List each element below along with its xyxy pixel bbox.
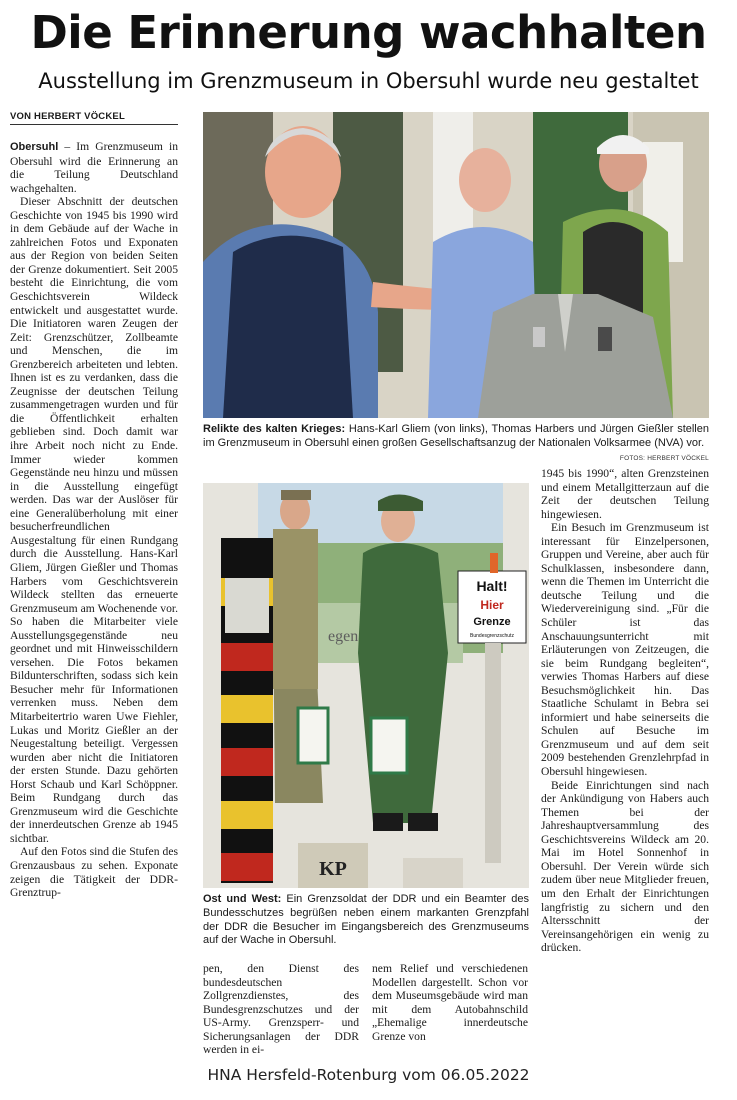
- photo2-caption: [203, 893, 529, 948]
- halt-sign: [458, 571, 526, 643]
- photo1-caption: [203, 423, 709, 451]
- subheadline: Ausstellung im Grenzmuseum in Obersuhl wurde neu gestaltet: [38, 69, 699, 93]
- article-column-2: [203, 962, 359, 1057]
- article-column-3: [372, 962, 528, 1043]
- photo-museum-team: [203, 112, 709, 418]
- article-paragraph: Beide Einrichtungen sind nach der Ankündigung von Habers auch Themen bei der Jahreshauptversammlung des Geschichtsvereins Wildeck am 20. Mai im Hotel Sonnenhof in Obersuhl. Der Verein würde sich zudem über neue Mitglieder freuen, um den Erhalt der Einrichtungen langfristig zu sichern und den Altersschnitt der Vereinsangehörigen ein wenig zu drücken.: [541, 778, 709, 955]
- article-paragraph: Auf den Fotos sind die Stufen des Grenzausbaus zu sehen. Exponate zeigen die Tätigkeit der DDR-Grenztrup-: [10, 845, 178, 900]
- sign-line-3: Grenze: [473, 616, 511, 628]
- article-paragraph: 1945 bis 1990“, alten Grenzsteinen und einem Metallgitterzaun auf die Zeit der deutschen Teilung hingewiesen.: [541, 467, 709, 521]
- sign-line-2: Hier: [480, 598, 504, 612]
- photo-museum-team-illustration: [203, 112, 709, 418]
- sign-small-text: Bundesgrenzschutz: [470, 633, 514, 639]
- caption-text: Ein Grenzsoldat der DDR und ein Beamter des Bundesschutzes begrüßen neben einem markanten Grenzpfahl der DDR die Besucher im Eingangsbereich des Grenzmuseums auf der Wache in Obersuhl.: [203, 893, 529, 947]
- byline: VON HERBERT VÖCKEL: [10, 111, 178, 125]
- photo-border-exhibit: [203, 483, 529, 888]
- headline: Die Erinnerung wachhalten: [30, 6, 707, 59]
- mural-text: egen: [328, 628, 359, 645]
- source-footer: HNA Hersfeld-Rotenburg vom 06.05.2022: [207, 1066, 530, 1084]
- article-column-1: [10, 140, 178, 900]
- stone-text: KP: [319, 858, 347, 880]
- lead-text: – Im Grenzmuseum in Obersuhl wird die Erinnerung an die Teilung Deutschland wachgehalten.: [10, 140, 178, 195]
- article-paragraph: pen, den Dienst des bundesdeutschen Zollgrenzdienstes, des Bundesgrenzschutzes und der US-Army. Grenzsperr- und Sicherungsanlagen der DDR werden in ei-: [203, 962, 359, 1057]
- dateline: Obersuhl: [10, 141, 59, 153]
- article-paragraph: Ein Besuch im Grenzmuseum ist interessant für Einzelpersonen, Gruppen und Vereine, aber auch für Schulklassen, insbesondere dann, wenn die Themen im Unterricht die deutsche Teilung und die Wiedervereinigung sind. „Für die Schüler ist das Anschauungsunterricht mit Erläuterungen von Zeitzeugen, die sie beim Rundgang begleiten“, verwies Thomas Harbers auf diese Besuchsmöglichkeit hin. Das Staatliche Schulamt in Bebra sei informiert und habe seinerseits die Schulen auf Besuche im Grenzmuseum und auf dem seit 2009 bestehenden Grenzlehrpfad in Obersuhl hingewiesen.: [541, 521, 709, 779]
- article-paragraph: Dieser Abschnitt der deutschen Geschichte von 1945 bis 1990 wird in dem Gebäude auf der Wache in zahlreichen Fotos und Exponaten aus der Region von beiden Seiten der Grenze dokumentiert. Seit 2005 besteht die Einrichtung, die vom Geschichtsverein Wildeck entwickelt und ausgestattet wurde. Die Initiatoren waren Zeugen der Zeit: Grenzschützer, Zollbeamte und Menschen, die im Grenzbereich arbeiteten und lebten. Ihnen ist es zu verdanken, dass die Zeugnisse der deutschen Teilung zusammengetragen wurden und für die Öffentlichkeit erhalten geblieben sind. Doch damit war ihre Arbeit noch nicht zu Ende. Immer wieder kommen Gegenstände neu hinzu und müssen in die Ausstellung eingefügt werden. Das war der Auslöser für eine Generalüberholung mit einer besucherfreundlichen Ausgestaltung für einen Rundgang durch die Ausstellung. Hans-Karl Gliem, Jürgen Gießler und Thomas Harbers vom Geschichtsverein Wildeck stellten das erneuerte Grenzmuseum am Wochenende vor. So haben die Mitarbeiter viele Ausstellungsgegenstände neu geordnet und mit Hinweisschildern versehen. Die Fotos bekamen Bildunterschriften, sodass sich kein Besucher mehr für Informationen verrenken muss. Neben dem Mitarbeitertrio waren Uwe Fiehler, Lukas und Moritz Gießler an der Neugestaltung beteiligt. Vergessen wurden aber nicht die Initiatoren der ersten Stunde. Dazu gehörten Horst Schaub und Karl Schöppner. Beim Rundgang durch das Grenzmuseum wird die Geschichte der innerdeutschen Grenze ab 1945 sichtbar.: [10, 195, 178, 845]
- sign-line-1: Halt!: [476, 578, 508, 594]
- border-post: [221, 538, 273, 883]
- caption-lead: Ost und West:: [203, 893, 282, 905]
- article-column-4: [541, 467, 709, 955]
- caption-text: Hans-Karl Gliem (von links), Thomas Harbers und Jürgen Gießler stellen im Grenzmuseum in Obersuhl einen großen Gesellschaftsanzug der Nationalen Volksarmee (NVA) vor.: [203, 423, 709, 449]
- caption-lead: Relikte des kalten Krieges:: [203, 423, 346, 435]
- photo-credit: FOTOS: HERBERT VÖCKEL: [619, 455, 709, 462]
- lead-paragraph: [10, 140, 178, 195]
- photo-border-exhibit-illustration: [203, 483, 529, 888]
- article-paragraph: nem Relief und verschiedenen Modellen dargestellt. Schon vor dem Museumsgebäude wird man mit dem Autobahnschild „Ehemalige innerdeutsche Grenze von: [372, 962, 528, 1043]
